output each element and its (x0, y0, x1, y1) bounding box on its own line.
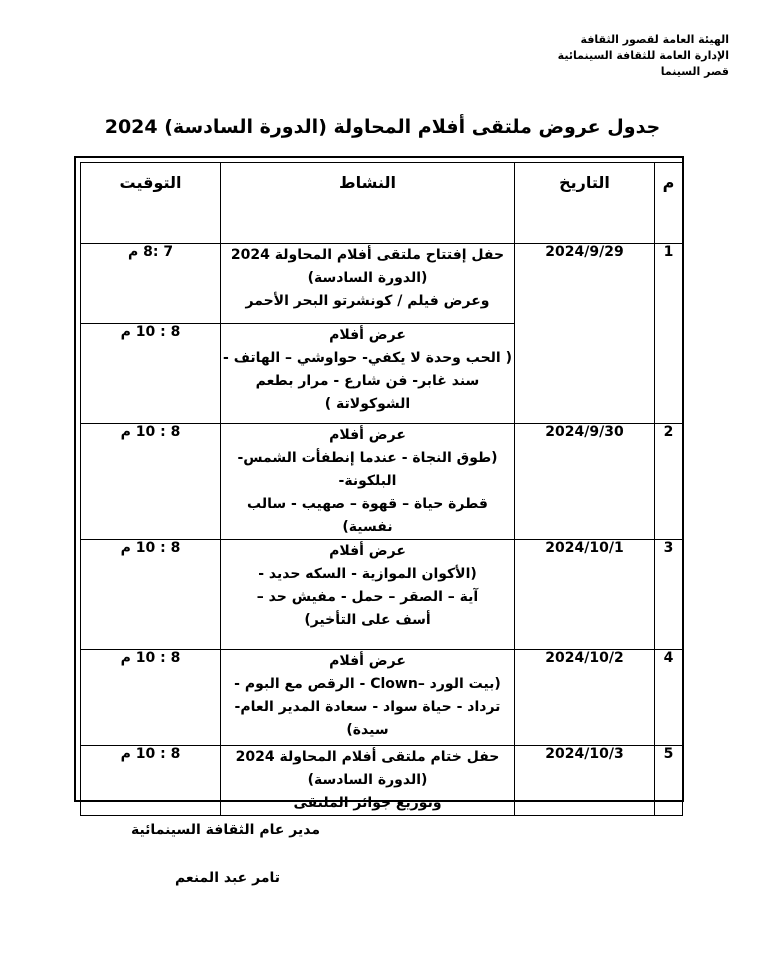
row-activity (221, 746, 515, 816)
row-num: 2 (655, 424, 683, 540)
activity-line: عرض أفلام (329, 427, 406, 443)
table-header-row (81, 163, 683, 244)
table-row (81, 650, 683, 746)
row-activity (221, 324, 515, 424)
row-num: 1 (655, 244, 683, 424)
header-date: التاريخ (515, 163, 655, 244)
signature-position: مدير عام الثقافة السينمائية (130, 822, 320, 838)
activity-line: حفل ختام ملتقى أفلام المحاولة 2024 (235, 749, 500, 765)
activity-line: عرض أفلام (329, 653, 406, 669)
row-time: 8 : 10 م (81, 650, 221, 746)
row-activity (221, 424, 515, 540)
activity-line: حفل إفتتاح ملتقى أفلام المحاولة 2024 (230, 247, 505, 263)
table-row (81, 244, 683, 324)
table-row (81, 424, 683, 540)
row-num: 5 (655, 746, 683, 816)
signature-name: تامر عبد المنعم (174, 870, 280, 886)
activity-line: وعرض فيلم / كونشرتو البحر الأحمر (245, 293, 490, 309)
row-activity (221, 244, 515, 324)
row-time: 8 : 10 م (81, 424, 221, 540)
row-date: 2024/10/1 (515, 540, 655, 650)
header-line-2: الإدارة العامة للثقافة السينمائية (557, 49, 729, 62)
header-num: م (655, 163, 683, 244)
header-line-3: قصر السينما (660, 65, 729, 78)
schedule-table (80, 162, 683, 816)
activity-line: (طوق النجاة - عندما إنطفأت الشمس-البلكونة- (237, 450, 498, 489)
document-title: جدول عروض ملتقى أفلام المحاولة (الدورة السادسة) 2024 (104, 116, 661, 138)
activity-line: آية – الصقر – حمل - مفيش حد – (256, 589, 479, 605)
row-time: 8 : 10 م (81, 540, 221, 650)
table-row (81, 540, 683, 650)
activity-line: (الدورة السادسة) (307, 270, 428, 286)
row-num: 4 (655, 650, 683, 746)
activity-line: ترداد - حياة سواد - سعادة المدير العام- سيدة) (234, 699, 501, 738)
activity-line: قطرة حياة – قهوة – صهيب - سالب نفسية) (247, 496, 488, 535)
row-activity (221, 540, 515, 650)
organization-header (489, 32, 729, 80)
activity-line: أسف على التأخير) (304, 612, 431, 628)
row-time: 7 :8 م (81, 244, 221, 324)
activity-line: (الأكوان الموازية - السكه حديد - (258, 566, 477, 582)
table-row (81, 746, 683, 816)
row-time: 8 : 10 م (81, 746, 221, 816)
header-line-1: الهيئة العامة لقصور الثقافة (580, 33, 729, 46)
activity-line: (الدورة السادسة) (307, 772, 428, 788)
activity-line: سند غابر- فن شارع - مرار بطعم الشوكولاتة ) (255, 373, 480, 412)
activity-line: ( الحب وحدة لا يكفي- حواوشي – الهاتف - (223, 350, 512, 366)
row-date: 2024/10/3 (515, 746, 655, 816)
header-activity: النشاط (221, 163, 515, 244)
row-date: 2024/9/29 (515, 244, 655, 424)
row-date: 2024/9/30 (515, 424, 655, 540)
row-num: 3 (655, 540, 683, 650)
header-time: التوقيت (81, 163, 221, 244)
row-activity (221, 650, 515, 746)
row-date: 2024/10/2 (515, 650, 655, 746)
activity-line: وتوزيع جوائز الملتقى (293, 795, 442, 811)
row-time: 8 : 10 م (81, 324, 221, 424)
activity-line: عرض أفلام (329, 327, 406, 343)
activity-line: عرض أفلام (329, 543, 406, 559)
activity-line: (بيت الورد –Clown - الرقص مع البوم - (234, 676, 501, 692)
